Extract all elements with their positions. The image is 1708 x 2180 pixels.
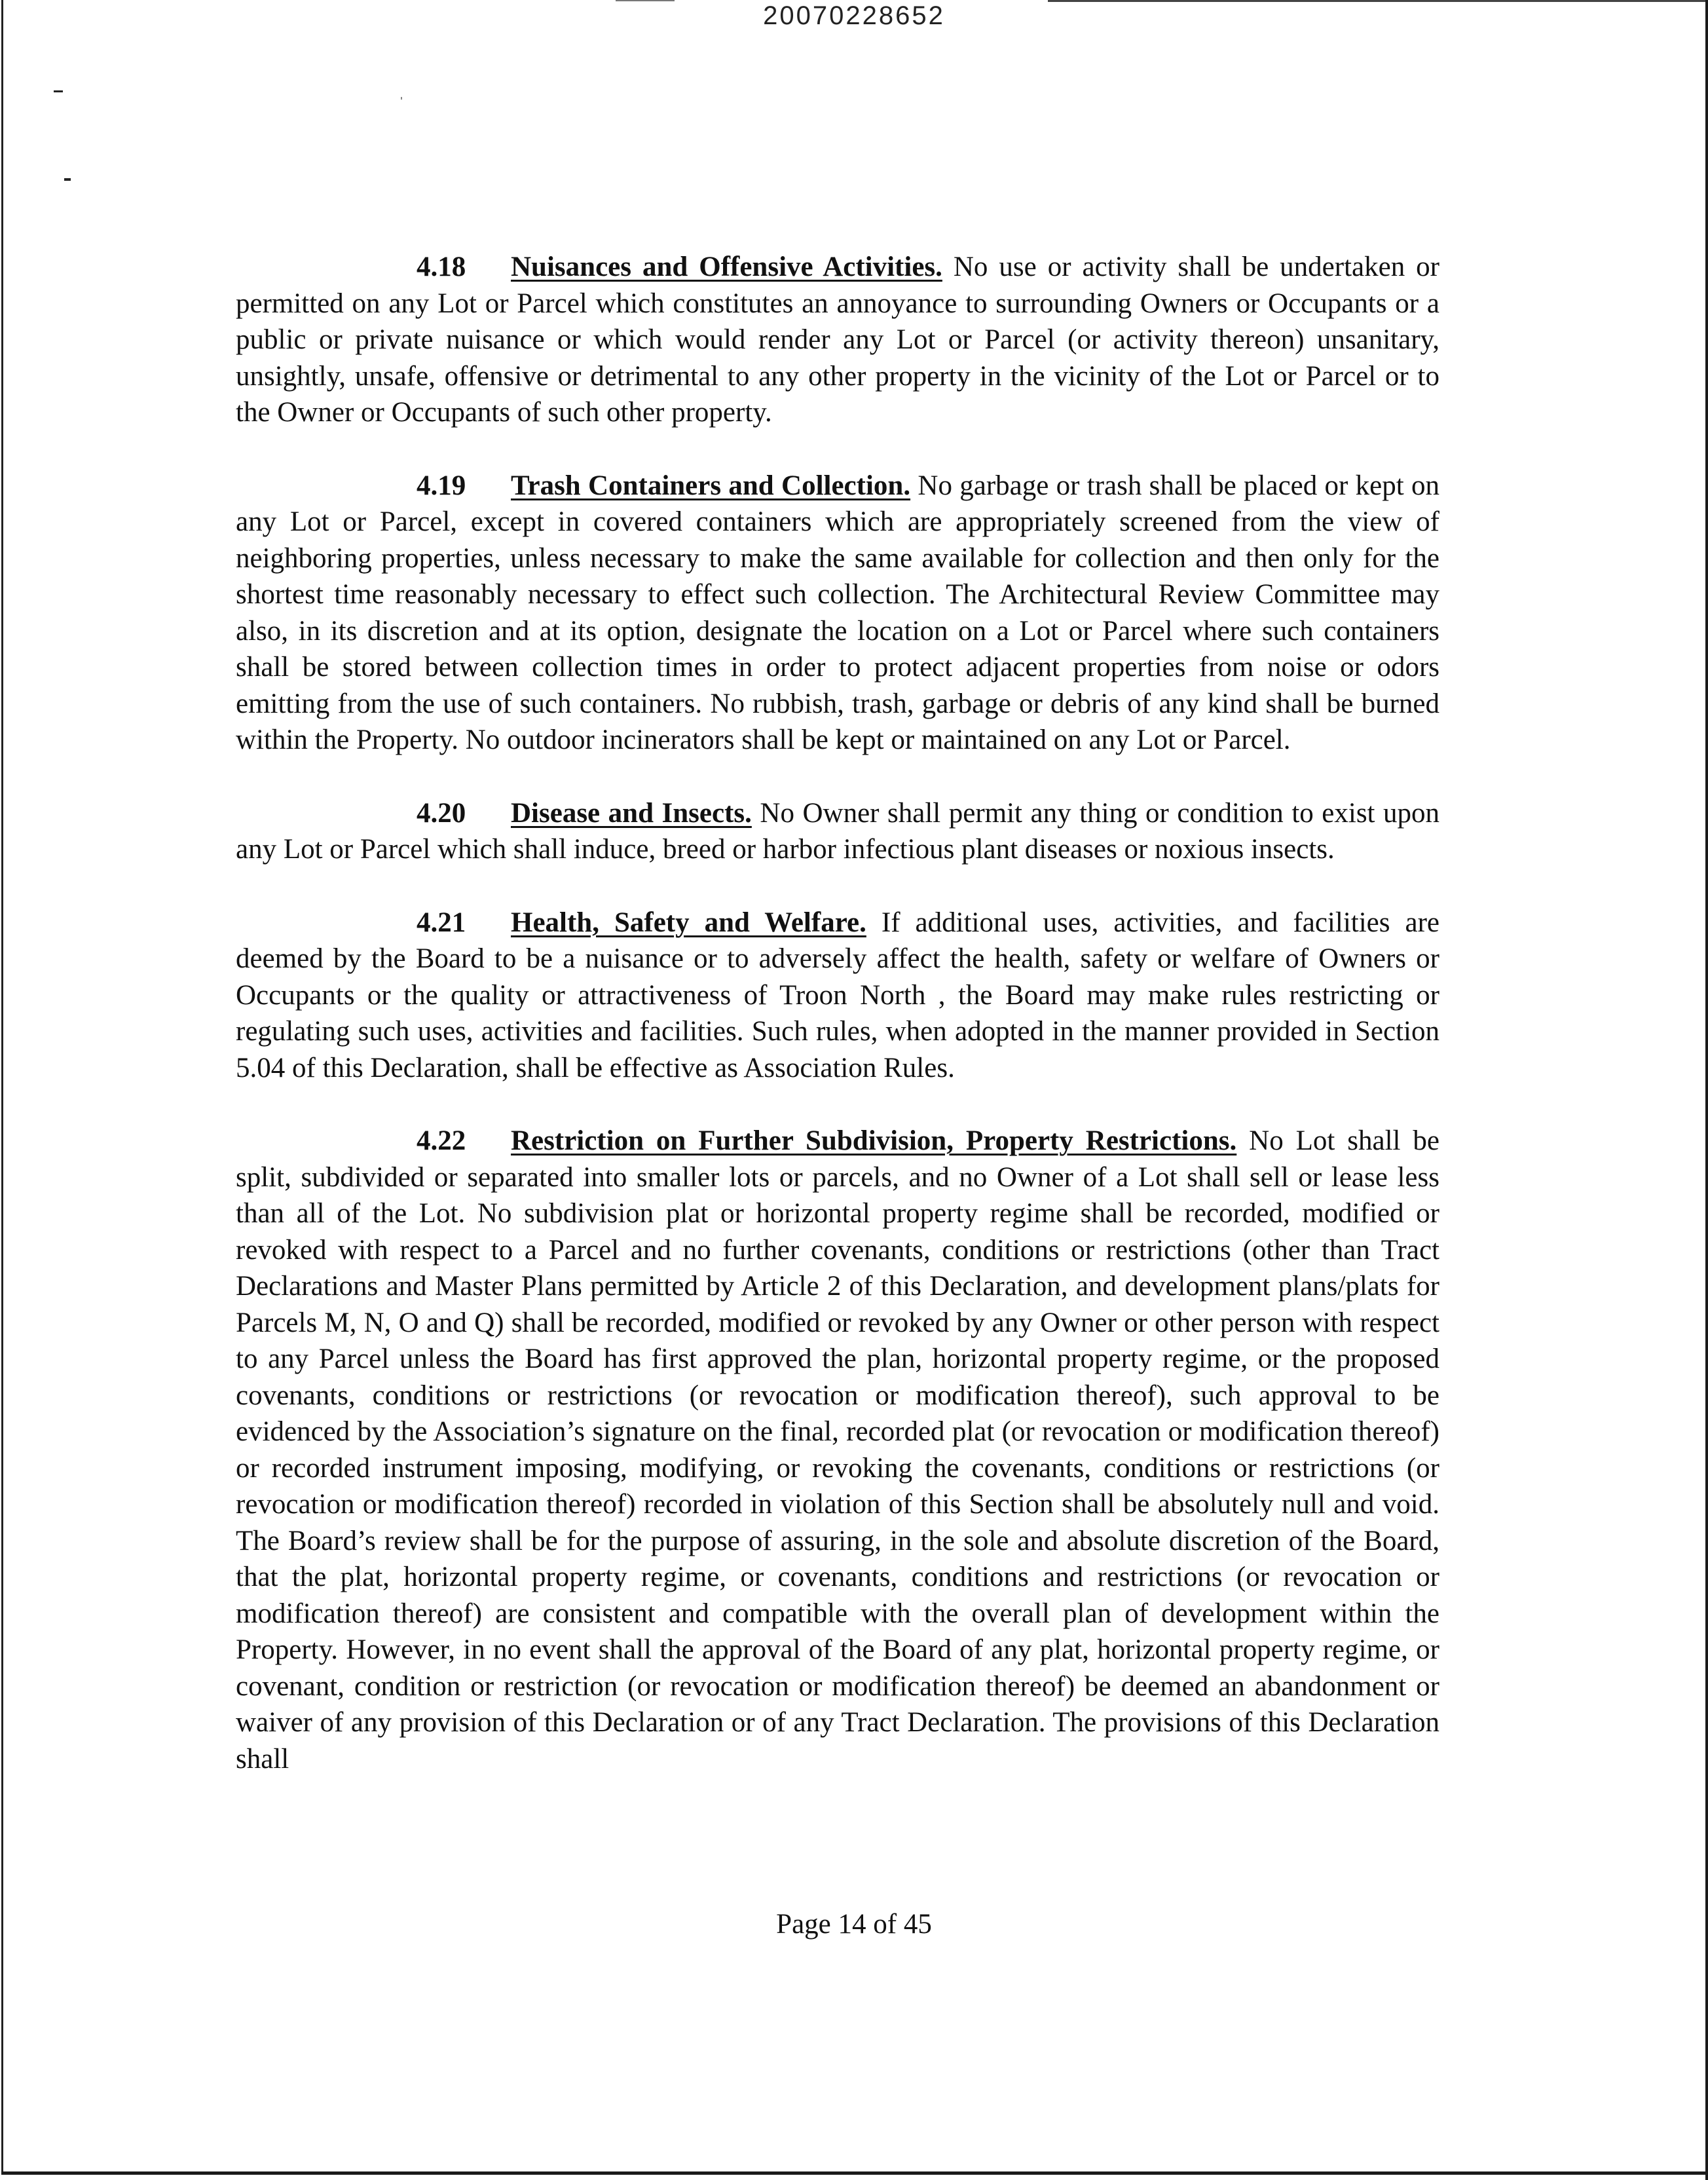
scan-border-right bbox=[1705, 0, 1708, 2180]
section-4-19 bbox=[236, 468, 1439, 759]
scan-artifact bbox=[64, 178, 71, 181]
document-body bbox=[236, 249, 1439, 1814]
section-number: 4.19 bbox=[417, 470, 466, 501]
section-4-21 bbox=[236, 905, 1439, 1087]
section-number: 4.20 bbox=[417, 797, 466, 829]
section-heading: Health, Safety and Welfare. bbox=[511, 907, 866, 938]
section-heading: Disease and Insects. bbox=[511, 797, 752, 829]
section-text: No Owner shall permit any thing or condition to exist upon any Lot or Parcel which shall induce, breed or harbor infectious plant diseases or noxious insects. bbox=[236, 797, 1440, 865]
scan-artifact bbox=[401, 97, 402, 100]
section-number: 4.22 bbox=[417, 1125, 466, 1156]
section-number: 4.21 bbox=[417, 907, 466, 938]
section-text: No garbage or trash shall be placed or kept on any Lot or Parcel, except in covered containers which are appropriately screened from the view of neighboring properties, unless necessary to make the same available for collection and then only for the shortest time reasonably necessary to effect such collection. The Architectural Review Committee may also, in its discretion and at its option, designate the location on a Lot or Parcel where such containers shall be stored between collection times in order to protect adjacent properties from noise or odors emitting from the use of such containers. No rubbish, trash, garbage or debris of any kind shall be burned within the Property. No outdoor incinerators shall be kept or maintained on any Lot or Parcel. bbox=[236, 470, 1440, 755]
section-text: No use or activity shall be undertaken or permitted on any Lot or Parcel which constitutes an annoyance to surrounding Owners or Occupants or a public or private nuisance or which would render any Lot or Parcel (or activity thereon) unsanitary, unsightly, unsafe, offensive or detrimental to any other property in the vicinity of the Lot or Parcel or to the Owner or Occupants of such other property. bbox=[236, 252, 1439, 428]
scan-border-bottom bbox=[1, 2171, 1707, 2175]
section-heading: Nuisances and Offensive Activities. bbox=[511, 252, 942, 282]
section-4-20 bbox=[236, 795, 1439, 868]
section-number: 4.18 bbox=[417, 252, 466, 282]
page-number: Page 14 of 45 bbox=[776, 1909, 932, 1940]
section-4-18 bbox=[236, 249, 1439, 431]
section-text: If additional uses, activities, and facilities are deemed by the Board to be a nuisance or to adversely affect the health, safety or welfare of Owners or Occupants or the quality or attractiveness of Troon North , the Board may make rules restricting or regulating such uses, activities and facilities. Such rules, when adopted in the manner provided in Section 5.04 of this Declaration, shall be effective as Association Rules. bbox=[236, 907, 1439, 1083]
recording-number: 20070228652 bbox=[763, 1, 945, 30]
section-4-22 bbox=[236, 1123, 1439, 1777]
section-text: No Lot shall be split, subdivided or separated into smaller lots or parcels, and no Owner of a Lot shall sell or lease less than all of the Lot. No subdivision plat or horizontal property regime shall be recorded, modified or revoked with respect to a Parcel and no further covenants, conditions or restrictions (other than Tract Declarations and Master Plans permitted by Article 2 of this Declaration, and development plans/plats for Parcels M, N, O and Q) shall be recorded, modified or revoked by any Owner or other person with respect to any Parcel unless the Board has first approved the plan, horizontal property regime, or the proposed covenants, conditions or restrictions (or revocation or modification thereof), such approval to be evidenced by the Association’s signature on the final, recorded plat (or revocation or modification thereof) or recorded instrument imposing, modifying, or revoking the covenants, conditions or restrictions (or revocation or modification thereof) recorded in violation of this Section shall be absolutely null and void. The Board’s review shall be for the purpose of assuring, in the sole and absolute discretion of the Board, that the plat, horizontal property regime, or covenants, conditions and restrictions (or revocation or modification thereof) are consistent and compatible with the overall plan of development within the Property. However, in no event shall the approval of the Board of any plat, horizontal property regime, or covenant, condition or restriction (or revocation or modification thereof) be deemed an abandonment or waiver of any provision of this Declaration or of any Tract Declaration. The provisions of this Declaration shall bbox=[236, 1125, 1439, 1775]
section-heading: Trash Containers and Collection. bbox=[511, 470, 911, 501]
scan-artifact bbox=[54, 90, 63, 92]
scan-border-left bbox=[1, 0, 3, 2172]
section-heading: Restriction on Further Subdivision, Property Restrictions. bbox=[511, 1125, 1237, 1156]
